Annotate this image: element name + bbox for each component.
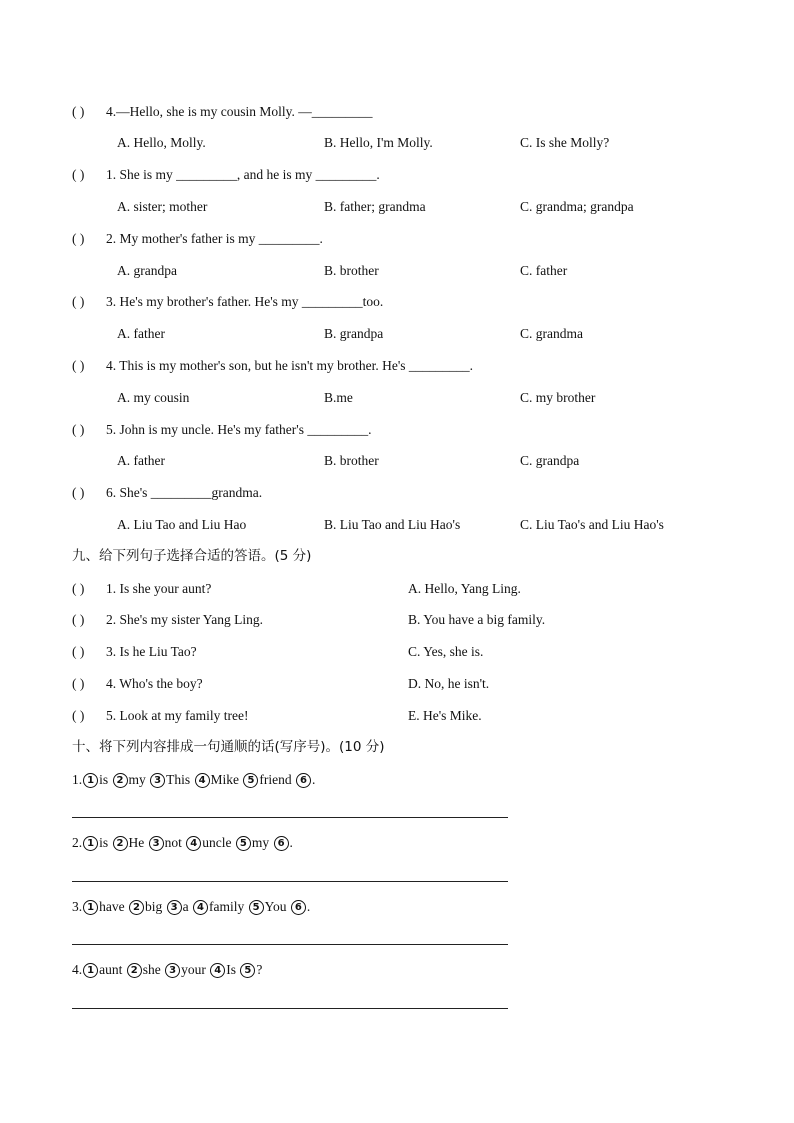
word-parts: [82, 772, 315, 787]
circled-number: 1: [83, 773, 98, 788]
answer-paren[interactable]: ( ): [72, 104, 85, 119]
item-number: 2.: [72, 835, 83, 850]
circled-number: 3: [149, 836, 164, 851]
answer-line[interactable]: [72, 1008, 508, 1009]
answer-paren[interactable]: ( ): [72, 581, 85, 596]
option-a: A. sister; mother: [117, 199, 208, 214]
option-b: B. Liu Tao and Liu Hao's: [324, 517, 461, 532]
word-token: have: [99, 899, 128, 914]
question-text: 6. She's _________grandma.: [106, 485, 263, 500]
item-number: 4.: [72, 962, 83, 977]
word-token: is: [99, 772, 112, 787]
question-text: 4. Who's the boy?: [106, 676, 203, 691]
word-token: Is: [226, 962, 240, 977]
circled-number: 4: [210, 963, 225, 978]
answer-paren[interactable]: ( ): [72, 422, 85, 437]
circled-number: 2: [113, 836, 128, 851]
item-number: 3.: [72, 899, 83, 914]
option-c: C. father: [520, 263, 568, 278]
word-token: .: [306, 899, 311, 914]
word-token: ?: [256, 962, 263, 977]
option-b: B. Hello, I'm Molly.: [324, 135, 433, 150]
question-text: 2. She's my sister Yang Ling.: [106, 612, 263, 627]
option-b: B. grandpa: [324, 326, 384, 341]
answer-paren[interactable]: ( ): [72, 485, 85, 500]
option-c: C. grandma: [520, 326, 583, 341]
option-a: A. Hello, Molly.: [117, 135, 206, 150]
circled-number: 1: [83, 900, 98, 915]
option-a: A. father: [117, 453, 165, 468]
word-parts: [82, 962, 262, 977]
option-c: C. grandma; grandpa: [520, 199, 634, 214]
circled-number: 6: [291, 900, 306, 915]
word-token: He: [128, 835, 148, 850]
circled-number: 4: [195, 773, 210, 788]
question-text: 2. My mother's father is my _________.: [106, 231, 323, 246]
option-a: A. grandpa: [117, 263, 177, 278]
answer-line[interactable]: [72, 944, 508, 945]
word-token: .: [312, 772, 316, 787]
circled-number: 6: [296, 773, 311, 788]
word-token: friend: [259, 772, 296, 787]
word-token: she: [142, 962, 165, 977]
circled-number: 4: [186, 836, 201, 851]
reorder-item: [72, 834, 293, 852]
section10-title: 十、将下列内容排成一句通顺的话(写序号)。(10 分): [72, 739, 385, 755]
option-c: C. my brother: [520, 390, 596, 405]
circled-number: 6: [274, 836, 289, 851]
word-token: family: [209, 899, 248, 914]
answer-option: C. Yes, she is.: [408, 644, 484, 659]
word-token: my: [251, 835, 273, 850]
option-a: A. my cousin: [117, 390, 190, 405]
word-token: .: [289, 835, 293, 850]
circled-number: 5: [249, 900, 264, 915]
circled-number: 5: [236, 836, 251, 851]
answer-paren[interactable]: ( ): [72, 612, 85, 627]
answer-paren[interactable]: ( ): [72, 708, 85, 723]
answer-option: A. Hello, Yang Ling.: [408, 581, 521, 596]
word-token: Mike: [210, 772, 243, 787]
word-token: aunt: [99, 962, 126, 977]
question-text: 5. Look at my family tree!: [106, 708, 249, 723]
option-b: B. father; grandma: [324, 199, 426, 214]
circled-number: 2: [129, 900, 144, 915]
word-token: your: [181, 962, 210, 977]
word-token: This: [166, 772, 194, 787]
circled-number: 2: [113, 773, 128, 788]
answer-option: D. No, he isn't.: [408, 676, 490, 691]
word-token: my: [128, 772, 150, 787]
option-c: C. Is she Molly?: [520, 135, 610, 150]
question-text: 5. John is my uncle. He's my father's _________.: [106, 422, 372, 437]
word-parts: [82, 899, 310, 914]
option-c: C. grandpa: [520, 453, 580, 468]
word-token: a: [182, 899, 192, 914]
circled-number: 3: [165, 963, 180, 978]
circled-number: 4: [193, 900, 208, 915]
option-a: A. Liu Tao and Liu Hao: [117, 517, 247, 532]
answer-line[interactable]: [72, 817, 508, 818]
question-text: 1. Is she your aunt?: [106, 581, 212, 596]
reorder-item: [72, 961, 262, 979]
circled-number: 1: [83, 963, 98, 978]
word-token: is: [99, 835, 112, 850]
answer-paren[interactable]: ( ): [72, 231, 85, 246]
circled-number: 5: [243, 773, 258, 788]
circled-number: 3: [167, 900, 182, 915]
question-text: 3. He's my brother's father. He's my _________too.: [106, 294, 384, 309]
section9-title: 九、给下列句子选择合适的答语。(5 分): [72, 548, 312, 564]
option-c: C. Liu Tao's and Liu Hao's: [520, 517, 664, 532]
answer-paren[interactable]: ( ): [72, 358, 85, 373]
option-b: B. brother: [324, 263, 379, 278]
reorder-item: [72, 898, 310, 916]
option-b: B.me: [324, 390, 353, 405]
word-token: not: [164, 835, 186, 850]
item-number: 1.: [72, 772, 83, 787]
circled-number: 5: [240, 963, 255, 978]
answer-line[interactable]: [72, 881, 508, 882]
answer-option: B. You have a big family.: [408, 612, 546, 627]
circled-number: 3: [150, 773, 165, 788]
word-parts: [82, 835, 293, 850]
question-text: 3. Is he Liu Tao?: [106, 644, 197, 659]
answer-paren[interactable]: ( ): [72, 644, 85, 659]
question-text: 1. She is my _________, and he is my _________.: [106, 167, 380, 182]
option-a: A. father: [117, 326, 165, 341]
word-token: uncle: [202, 835, 235, 850]
option-b: B. brother: [324, 453, 379, 468]
answer-option: E. He's Mike.: [408, 708, 482, 723]
reorder-item: [72, 771, 315, 789]
question-text: 4.—Hello, she is my cousin Molly. —_________: [106, 104, 373, 119]
answer-paren[interactable]: ( ): [72, 167, 85, 182]
word-token: You: [264, 899, 290, 914]
circled-number: 1: [83, 836, 98, 851]
question-text: 4. This is my mother's son, but he isn't my brother. He's _________.: [106, 358, 474, 373]
answer-paren[interactable]: ( ): [72, 676, 85, 691]
word-token: big: [144, 899, 166, 914]
answer-paren[interactable]: ( ): [72, 294, 85, 309]
circled-number: 2: [127, 963, 142, 978]
